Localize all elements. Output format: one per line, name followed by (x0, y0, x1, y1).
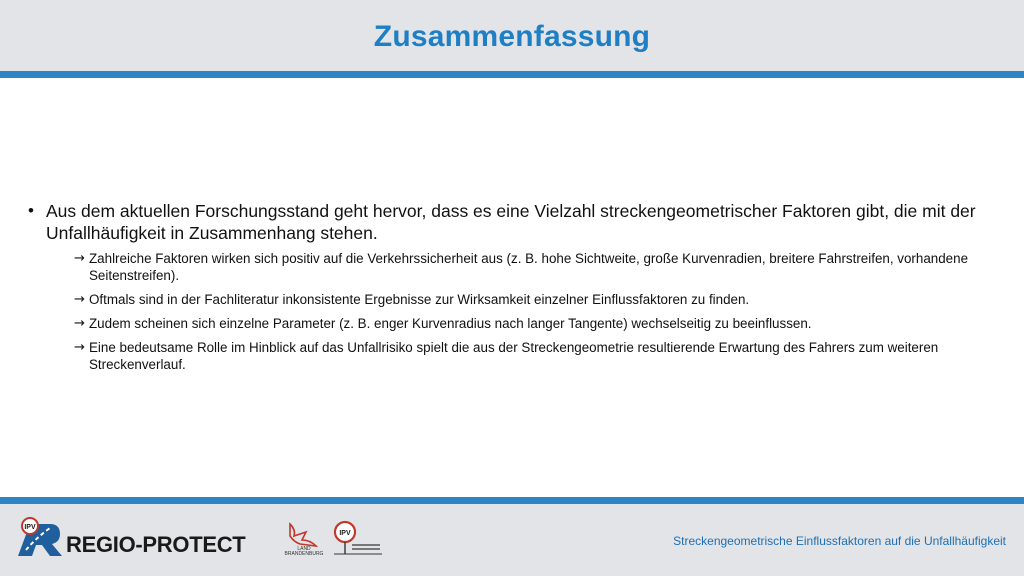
eagle-icon (282, 520, 326, 556)
svg-text:IPV: IPV (24, 524, 36, 531)
arrow-right-icon: → (74, 340, 85, 355)
svg-text:IPV: IPV (339, 530, 351, 537)
logo-wordmark: REGIO-PROTECT (66, 532, 246, 557)
sub-bullet (76, 339, 998, 373)
footer-caption: Streckengeometrische Einflussfaktoren auf die Unfallhäufigkeit (673, 534, 1006, 548)
road-shield-icon (16, 516, 64, 560)
arrow-right-icon: → (74, 292, 85, 307)
sub-bullet-text: Zahlreiche Faktoren wirken sich positiv auf die Verkehrssicherheit aus (z. B. hohe Sichtweite, große Kurvenradien, breitere Fahrstreifen, vorhandene Seitenstreifen). (89, 251, 969, 283)
slide-title: Zusammenfassung (373, 20, 651, 53)
sub-bullet (76, 315, 998, 332)
sub-bullet-text: Zudem scheinen sich einzelne Parameter (z. B. enger Kurvenradius nach langer Tangente) wechselseitig zu beeinflussen. (89, 316, 812, 331)
regio-protect-logo (16, 516, 266, 560)
ipv-logo (332, 520, 384, 561)
svg-text:BRANDENBURG: BRANDENBURG (284, 551, 324, 556)
sub-bullet-list (76, 250, 998, 373)
arrow-right-icon: → (74, 251, 85, 266)
bullet-dot-icon: • (28, 201, 34, 220)
slide-content (28, 200, 998, 380)
sub-bullet (76, 250, 998, 284)
footer-accent-bar (0, 497, 1024, 504)
header-accent-bar (0, 71, 1024, 78)
arrow-right-icon: → (74, 316, 85, 331)
sub-bullet-text: Eine bedeutsame Rolle im Hinblick auf das Unfallrisiko spielt die aus der Streckengeometrie resultierende Erwartung des Fahrers zum weiteren Streckenverlauf. (89, 340, 939, 372)
ipv-sign-icon (332, 520, 384, 556)
brandenburg-logo (282, 520, 326, 561)
main-bullet-text: Aus dem aktuellen Forschungsstand geht hervor, dass es eine Vielzahl streckengeometrischer Faktoren gibt, die mit der Unfallhäufigkeit in Zusammenhang stehen. (46, 201, 976, 243)
svg-text:LAND: LAND (297, 546, 311, 552)
sub-bullet-text: Oftmals sind in der Fachliteratur inkonsistente Ergebnisse zur Wirksamkeit einzelner Einflussfaktoren zu finden. (89, 292, 750, 307)
sub-bullet (76, 291, 998, 308)
main-bullet (28, 200, 998, 244)
